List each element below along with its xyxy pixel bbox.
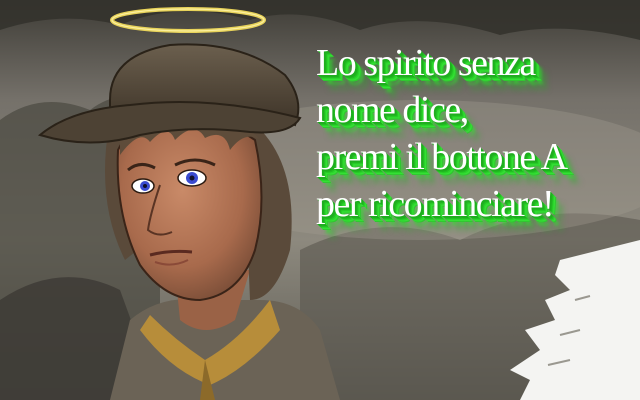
message-line-1: Lo spirito senza [316,42,535,84]
message-line-2: nome dice, [316,89,468,131]
message-line-4: per ricominciare! [316,183,554,225]
pupil-right [190,176,195,181]
pupil-left [143,184,147,188]
spirit-message [316,40,636,228]
message-line-3: premi il bottone A [316,136,567,178]
